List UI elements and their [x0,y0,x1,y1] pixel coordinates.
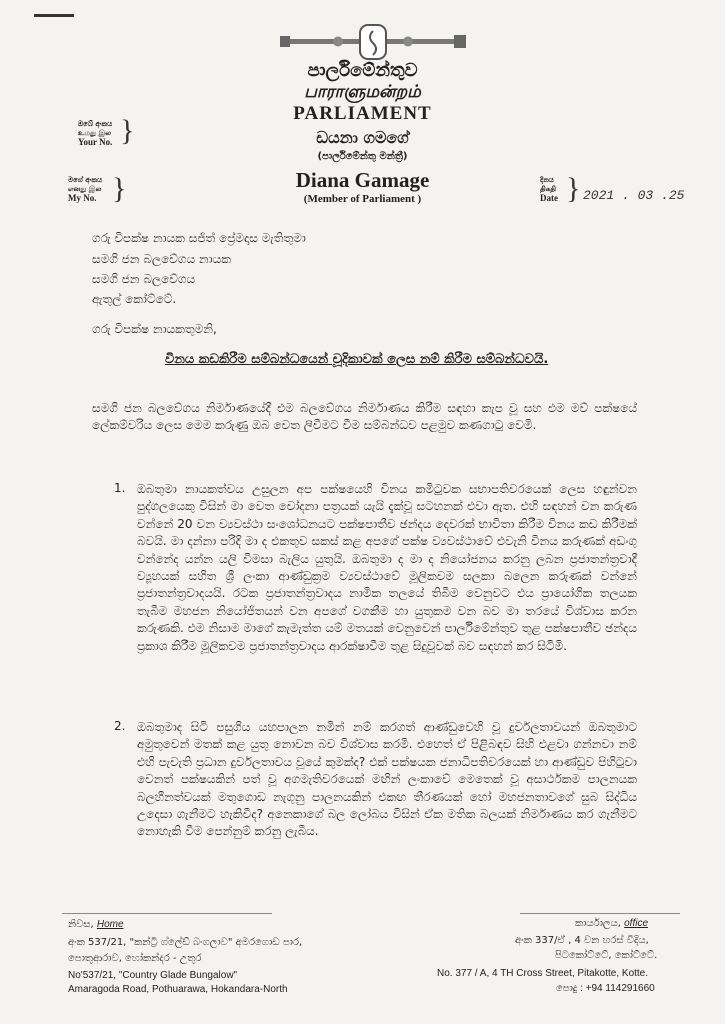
office-label-en: office [624,918,649,929]
letterhead-title-sinhala: පාර්ලිමේන්තුව [307,60,418,81]
addressee-line: සමගි ජන බලවේගය නායක [92,252,231,266]
item-number: 1. [114,481,126,495]
office-phone [556,982,655,996]
phone-label: පොදු [556,983,578,994]
home-address-en-2: Amaragoda Road, Pothuarawa, Hokandara-North [68,984,288,995]
date-value: 2021 . 03 .25 [583,188,685,203]
office-label-si: කාර්යාලය [575,918,618,929]
home-label: නිවස, Home [68,919,124,930]
footer-divider-right [520,913,680,914]
your-no-en: Your No. [78,137,113,147]
home-address-en-1: No'537/21, "Country Glade Bungalow" [68,970,238,981]
subject-heading: විනය කඩකිරීම සම්බන්ධයෙන් චූදිකාවක් ලෙස නම් කිරීම සම්බන්ධවයි. [165,352,549,367]
home-address-si-1: අංක 537/21, "කන්ට්‍රි ග්ලේඩ් බංගලාව" අමරගොඩ පාර, [68,937,303,948]
my-no-si: මගේ අංකය [68,176,103,184]
footer-divider-left [62,913,272,914]
item-paragraph: ඔබතුමාද සිටි පසුගිය යහපාලන නමින් නම් කරගත් ආණ්ඩුවෙහි වූ දුර්වලතාවයන් ඔබතුමාට අමුතුවෙන් මතක් කළ යුතු නොවන බව විශ්වාස කරමි. එහෙත් ඒ පිළිබඳව සිහි එළවා ගන්නවා නම් එහි පැවැති ප්‍රධාන දුර්වලතාවය වූයේ කුමක්ද? එක් පක්ෂයක ජනාධිපතිවරයෙක් හා ආණ්ඩුව පිහිටුවා වෙනත් පක්ෂයකින් පත් වූ අගමැතිවරයෙක් මඟින් ලංකාවේ මෙතෙක් වූ අසාර්ථකම පාලනයක බලහීනත්වයක් මතුගොඩ නැගුනු පාලනයකින් එකඟ තීරණයක් හෝ මහජනතාවගේ සුබ සිද්ධිය උදෙසා ගැනීමට හැකිවීද? අනෙකාගේ බල ලෝබය විසින් ඒක මතික බලයක් නිර්මාණය කර ගැනීමට නොහැකි වීම පෙන්නුම් කරනු ලැබීය. [137,720,637,839]
office-label: කාර්යාලය, office [575,918,649,929]
home-label-en: Home [96,919,124,930]
addressee-line: සමගි ජන බලවේගය [92,272,196,286]
item-paragraph: ඔබතුමා නායකත්වය උසුලන අප පක්ෂයෙහි විනය කමිටුවක සභාපතිවරයෙක් ලෙස හඳුන්වන පුද්ගලයෙකු විසින් මා වෙත චෝදනා පත්‍රයක් යැයි දැක්වූ සටහනක් එවා ඇත. එහි සඳහන් වන කරුණ වන්නේ 20 වන ව්‍යවස්ථා සංශෝධනයට පක්ෂපාතීව ඡන්දය දෙවරක් භාවිතා කිරීම විනය කඩ කිරීමක් බවයි. මා දන්නා පරිදි මා ද එකතුව සකස් කළ අපගේ පක්ෂ ව්‍යවස්ථාවේ එවැනි විනය කරුණක් අඩංගු වන්නේද යන්න යලි විමසා බැලිය යුතුයි. ඔබතුමා ද මා ද නියෝජනය කරනු ලබන ප්‍රජාතන්ත්‍රවාදී ව්‍යූහයක් සහිත ශ්‍රී ලංකා ආණ්ඩුක්‍රම ව්‍යවස්ථාවේ මූලිකවම සලකා බලෙන කරුණක් වන්නේ ප්‍රජාතන්ත්‍රවාදයයි. රටක ප්‍රජාතන්ත්‍රවාදය නාමික තලයේ තිබීම වෙනුවට එය ප්‍රායෝගික තලයක තැබීම මහජන නියෝජිතයන් වන අපගේ වගකීම හා යුතුකම වන බව මා තරයේ විශ්වාස කරන කරුණකි. එම නිසාම මාගේ කැමැත්ත යම් මතයක් වෙනුවෙන් පාර්ලිමේන්තුව තුළ පක්ෂපාතීව ඡන්දය ප්‍රකාශ කිරීම මූලිකවම ප්‍රජාතන්ත්‍රවාදය ආරක්ෂාවීම තුළ සිදුවූවක් බව සඳහන් කර සිටිමි. [137,482,637,653]
addressee-line: ඇතුල් කෝට්ටේ. [92,292,177,306]
home-address-si-2: පොතුආරාව, හෝකන්දර - උතුර [68,953,202,964]
date-label [540,176,558,203]
my-no-brace: } [112,172,127,205]
my-no-ta: எனது இல [68,185,102,193]
sender-name-sinhala: ඩයනා ගමගේ [316,128,409,147]
letterhead-title-tamil: பாராளுமன்றம் [304,82,421,102]
parliament-mace-emblem [278,22,468,62]
date-si: දිනය [540,176,554,184]
date-brace: } [566,172,581,205]
intro-paragraph: සමගි ජන බලවේගය නිර්මාණයේදී එම බලවේගය නිර්මාණය කිරීම සඳහා කැප වූ සහ එම මව් පක්ෂයේ ලේකම්වරිය ලෙස මෙම කරුණු ඔබ වෙත ලිවීමට වීම සම්බන්ධව පළමුව කණගාටු වෙමි. [92,401,637,433]
addressee-line: ගරු විපක්ෂ නායක සජිත් ප්‍රේමදාස මැතිතුමා [92,231,306,245]
my-no-en: My No. [68,193,97,203]
salutation: ගරු විපක්ෂ නායකතුමනි, [92,322,217,336]
sender-role-english: (Member of Parliament ) [303,193,422,205]
date-ta: திகதி [540,185,556,193]
home-label-si: නිවස [68,919,91,930]
sender-name-english: Diana Gamage [295,168,430,192]
office-address-en: No. 377 / A, 4 TH Cross Street, Pitakotte, Kotte. [437,968,649,979]
corner-mark [34,14,74,17]
phone-value: : +94 114291660 [580,983,655,994]
my-no-label [68,176,102,203]
letterhead-title-english: PARLIAMENT [293,103,432,124]
your-no-si: ඔබේ අංකය [78,120,113,128]
your-no-brace: } [120,114,135,147]
your-no-ta: உமது இல [78,129,112,137]
office-address-si-2: පිටකෝට්ටේ, කෝට්ටේ. [555,950,658,961]
sender-role-sinhala: (පාර්ලිමේන්තු මන්ත්‍රී) [317,151,408,162]
date-en: Date [540,193,558,203]
office-address-si-1: අංක 337/ඒ , 4 වන හරස් වීදිය, [515,935,649,946]
your-no-label [78,120,112,147]
item-number: 2. [114,719,126,733]
